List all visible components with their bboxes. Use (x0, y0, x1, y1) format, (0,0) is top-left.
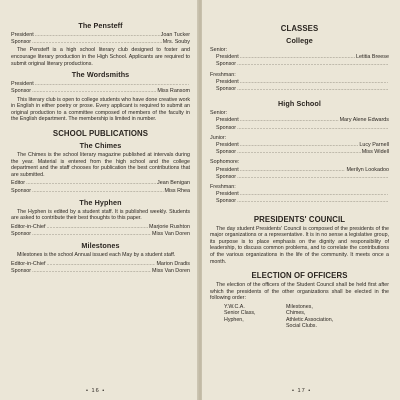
milestones-heading: Milestones (81, 241, 120, 251)
leader-dots (237, 198, 388, 205)
election-order-item: Hyphen, (224, 316, 244, 323)
high-school-heading: High School (277, 99, 322, 109)
officer-row (210, 86, 389, 93)
milestones-editor-row: Editor-in-Chief ..... Marion Dradis (11, 261, 190, 268)
page-number-left: • 16 • (86, 388, 106, 394)
presidents-council-description: The day student Presidents' Council is composed of the presidents of the major organizations or a representative. It is in no sense a legislative group, its purpose is to place emphasis on the dignity and responsibility of leadership, to discuss common problems, and to correlate the contributions of the various organizations in the life of the community. It meets once a month. (210, 225, 389, 265)
officer-name: Merilyn Lookadoo (346, 166, 389, 173)
officer-title: Sponsor (216, 61, 237, 68)
officer-row (210, 167, 389, 174)
leader-dots (240, 54, 355, 61)
officer-title: President (216, 117, 239, 124)
officer-title: Sponsor (216, 173, 237, 180)
officer-title: Sponsor (216, 198, 237, 205)
officer-row (210, 54, 389, 61)
officer-name: Lucy Parnell (359, 142, 389, 149)
chimes-sponsor-row: Sponsor ..... Miss Rhea (11, 188, 190, 195)
leader-dots (240, 191, 388, 198)
officer-row (210, 61, 389, 68)
officer-title: President (216, 54, 239, 61)
election-description: The election of the officers of the Student Council shall be held first after which the presidents of the other organizations shall be elected in the following order: (210, 282, 389, 302)
left-page (0, 0, 198, 400)
election-order-item: Athletic Association, (286, 316, 334, 323)
officer-title: President (216, 142, 239, 149)
leader-dots (240, 142, 359, 149)
milestones-description: Milestones is the school Annual issued each May by a student staff. (17, 252, 176, 259)
college-heading: College (286, 36, 313, 45)
election-order-item: Social Clubs. (286, 323, 317, 330)
officer-row (210, 125, 389, 132)
class-group-label: Freshman: (210, 71, 236, 78)
officer-name: Letitia Breese (356, 54, 389, 61)
spacer (210, 93, 389, 96)
hyphen-heading: The Hyphen (79, 197, 122, 207)
page-number-right: • 17 • (292, 388, 312, 394)
wordsmiths-description: This literary club is open to college students who have done creative work in English in either poetry or prose. Every applicant is required to submit an original production to a committee composed of members of the faculty in the English department. The membership is limited in number. (11, 96, 190, 123)
election-order-row (210, 323, 389, 329)
leader-dots (237, 174, 388, 181)
election-order-item (210, 323, 286, 329)
pensteff-heading: The Pensteff (78, 21, 123, 30)
pensteff-description: The Pensteff is a high school literary club designed to foster and encourage literary production in the High School. Applicants are required to submit original literary productions. (11, 47, 190, 67)
election-order-item: Milestones, (286, 304, 313, 310)
wordsmiths-sponsor-row: Sponsor ..... Miss Ransom (11, 88, 190, 95)
class-group-label: Junior: (210, 134, 227, 141)
officer-title: Sponsor (216, 149, 237, 156)
officer-name: Mary Alene Edwards (339, 117, 389, 124)
pensteff-president-row: President ..... Joan Tucker (11, 32, 190, 39)
officer-row (210, 198, 389, 205)
presidents-council-heading: PRESIDENTS' COUNCIL (253, 214, 346, 224)
election-order-list (210, 304, 389, 330)
college-class-list (210, 47, 389, 96)
officer-title: President (216, 191, 239, 198)
election-heading: ELECTION OF OFFICERS (251, 271, 348, 281)
officer-title: Sponsor (216, 124, 237, 131)
hyphen-sponsor-row: Sponsor ..... Miss Van Doren (11, 231, 190, 238)
spacer (210, 206, 389, 209)
leader-dots (237, 125, 388, 132)
election-order-item: Y.W.C.A. (224, 304, 245, 310)
class-group-label: Senior: (210, 47, 228, 53)
officer-row (210, 79, 389, 86)
officer-row (210, 117, 389, 124)
officer-row (210, 191, 389, 198)
officer-title: President (216, 166, 239, 173)
class-group-label: Freshman: (210, 184, 236, 191)
hyphen-description: The Hyphen is edited by a student staff. It is published weekly. Students are asked to contribute their best thoughts to this paper. (11, 208, 190, 222)
leader-dots (240, 167, 346, 174)
classes-heading: CLASSES (280, 24, 319, 33)
officer-row (210, 174, 389, 181)
class-group-label: Sophomore: (210, 159, 240, 166)
leader-dots (240, 117, 339, 124)
leader-dots (237, 149, 361, 156)
election-order-item: Chimes, (286, 310, 306, 317)
high-school-class-list (210, 110, 389, 208)
officer-row (210, 149, 389, 156)
election-order-item: Senior Class, (224, 310, 256, 317)
chimes-editor-row: Editor ..... Jean Benigan (11, 180, 190, 187)
class-group-label: Senior: (210, 110, 228, 117)
officer-title: Sponsor (216, 86, 237, 93)
leader-dots (237, 86, 388, 93)
chimes-description: The Chimes is the school literary magazine published at intervals during the year. Material is entered from the high school and the college department and the staff chooses for publication the best contributions that are submitted. (11, 151, 190, 178)
chimes-heading: The Chimes (79, 140, 122, 150)
right-page (202, 0, 400, 400)
school-publications-heading: SCHOOL PUBLICATIONS (52, 128, 149, 138)
leader-dots (240, 79, 388, 86)
leader-dots (237, 61, 388, 68)
hyphen-editor-row: Editor-in-Chief ..... Marjorie Rushton (11, 224, 190, 231)
officer-title: President (216, 78, 239, 85)
officer-row (210, 142, 389, 149)
pensteff-sponsor-row: Sponsor ..... Mrs. Souby (11, 39, 190, 46)
officer-name: Miss Widell (361, 149, 389, 156)
wordsmiths-president-row: President ..... (11, 81, 190, 88)
milestones-sponsor-row: Sponsor ..... Miss Van Doren (11, 268, 190, 275)
wordsmiths-heading: The Wordsmiths (71, 70, 130, 80)
